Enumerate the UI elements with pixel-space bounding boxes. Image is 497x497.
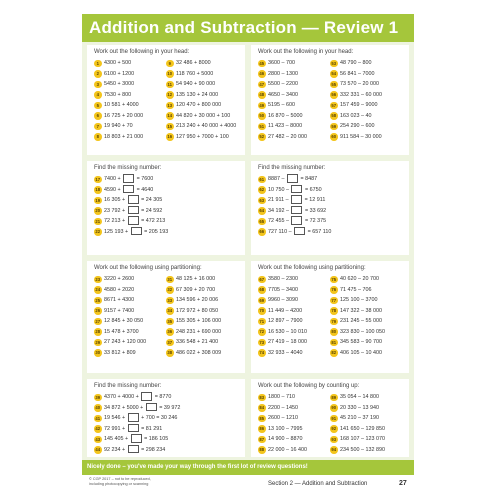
question-text: 172 972 + 80 050 (176, 307, 219, 314)
question-row (258, 90, 409, 101)
question-number: 74 (259, 350, 265, 355)
answer-box[interactable] (131, 227, 142, 236)
question-row (94, 185, 245, 196)
question-text: 163 023 – 40 (340, 112, 372, 119)
question-number: 17 (95, 176, 101, 182)
question-text: 231 245 – 55 000 (340, 318, 382, 324)
question-row (94, 274, 245, 285)
question-text: 3220 + 2600 (104, 276, 135, 282)
answer-box[interactable] (291, 216, 302, 225)
section-label: Section 2 — Addition and Subtraction (268, 481, 368, 487)
question-number: 20 (95, 208, 101, 213)
question-number: 76 (331, 287, 337, 292)
question-row (94, 327, 245, 338)
question-row (94, 195, 245, 206)
question-number: 18 (95, 187, 101, 192)
question-text: 19 546 + + 700 = 30 246 (104, 415, 178, 421)
question-number: 13 (167, 102, 173, 108)
panel-subtraction-missing (251, 161, 409, 255)
question-number: 41 (95, 415, 101, 421)
question-number: 49 (259, 102, 265, 108)
question-text: 147 322 – 38 000 (340, 307, 382, 314)
question-row (258, 306, 409, 317)
question-text: 33 812 + 809 (104, 349, 136, 356)
question-number: 79 (331, 318, 337, 324)
question-number: 72 (259, 329, 265, 334)
question-text: 5500 – 2200 (268, 81, 298, 87)
question-text: 125 100 – 3700 (340, 297, 378, 303)
question-number: 84 (259, 405, 265, 410)
question-number: 32 (167, 287, 173, 292)
answer-box[interactable] (128, 216, 139, 225)
question-row (94, 79, 245, 90)
question-row (258, 227, 409, 238)
page-title: Addition and Subtraction — Review 1 (82, 14, 414, 42)
question-row (94, 227, 245, 238)
instruction-text: Find the missing number: (94, 165, 162, 171)
question-text: 12 897 – 7900 (268, 318, 303, 324)
question-text: 4300 + 500 (104, 60, 132, 66)
question-row (94, 206, 245, 217)
question-number: 81 (331, 339, 337, 345)
question-text: 67 309 + 20 700 (176, 286, 216, 293)
question-text: 13 100 – 7995 (268, 425, 303, 432)
question-number: 90 (331, 405, 337, 410)
question-number: 82 (331, 350, 337, 355)
question-row (94, 121, 245, 132)
answer-box[interactable] (123, 185, 134, 194)
question-text: 134 596 + 20 006 (176, 297, 219, 303)
question-text: 16 305 + = 24 305 (104, 197, 163, 203)
question-text: 155 305 + 106 000 (176, 318, 222, 324)
question-text: 120 470 + 800 000 (176, 102, 222, 108)
question-row (258, 69, 409, 80)
question-text: 14 900 – 8870 (268, 436, 303, 442)
question-row (258, 274, 409, 285)
panel-addition-partitioning (87, 261, 245, 373)
panel-counting-up (251, 379, 409, 457)
panel-addition-missing (87, 161, 245, 255)
question-text: 911 584 – 30 000 (340, 133, 382, 140)
question-text: 323 830 – 100 050 (340, 328, 385, 335)
question-number: 37 (167, 339, 173, 345)
question-number: 25 (95, 297, 101, 303)
question-number: 52 (259, 134, 265, 139)
question-text: 56 841 – 7000 (340, 70, 375, 77)
question-text: 7705 – 3400 (268, 286, 298, 293)
question-row (258, 413, 409, 424)
question-text: 10 750 – = 6750 (268, 186, 322, 193)
copyright-notice: © CGP 2017 – not to be reproduced, including photocopying or scanning (89, 477, 151, 486)
question-number: 22 (95, 229, 101, 234)
question-number: 4 (94, 91, 102, 99)
question-row (258, 434, 409, 445)
question-number: 80 (331, 329, 337, 334)
question-text: 4370 + 4000 + = 8770 (104, 394, 172, 400)
question-row (258, 316, 409, 327)
question-number: 60 (331, 134, 337, 139)
question-number: 43 (95, 436, 101, 442)
question-text: 2800 – 1300 (268, 70, 298, 77)
answer-box[interactable] (146, 403, 157, 412)
question-number: 19 (95, 197, 101, 203)
question-number: 44 (95, 447, 101, 452)
question-text: 73 570 – 20 000 (340, 81, 379, 87)
question-number: 62 (259, 187, 265, 192)
question-number: 14 (167, 113, 173, 118)
question-text: 71 475 – 706 (340, 286, 372, 293)
question-number: 15 (167, 123, 173, 129)
question-text: 12 845 + 30 050 (104, 318, 144, 324)
question-text: 345 583 – 90 700 (340, 339, 382, 345)
question-number: 30 (95, 350, 101, 355)
question-text: 213 240 + 40 000 + 4000 (176, 123, 237, 129)
question-row (258, 185, 409, 196)
question-text: 141 650 – 129 850 (340, 425, 385, 432)
question-row (258, 348, 409, 359)
answer-box[interactable] (294, 227, 305, 236)
question-number: 6 (94, 112, 102, 120)
question-number: 89 (331, 394, 337, 400)
question-row (94, 69, 245, 80)
question-number: 35 (167, 318, 173, 324)
question-text: 145 405 + = 186 105 (104, 436, 169, 442)
question-row (94, 424, 245, 435)
question-text: 45 210 – 37 190 (340, 415, 379, 421)
question-number: 51 (259, 123, 265, 129)
question-text: 54 940 + 90 000 (176, 81, 216, 87)
question-text: 5450 + 3000 (104, 81, 135, 87)
question-number: 67 (259, 276, 265, 282)
question-row (258, 174, 409, 185)
question-text: 72 455 – = 72 375 (268, 218, 327, 224)
question-row (94, 132, 245, 143)
panel-subtraction-mental (251, 45, 409, 155)
question-number: 57 (331, 102, 337, 108)
question-text: 5195 – 600 (268, 102, 295, 108)
question-text: 20 330 – 13 940 (340, 404, 379, 411)
answer-box[interactable] (128, 424, 139, 433)
question-text: 40 620 – 20 700 (340, 276, 379, 282)
question-number: 87 (259, 436, 265, 442)
answer-box[interactable] (131, 434, 142, 443)
question-row (94, 337, 245, 348)
question-number: 34 (167, 308, 173, 313)
question-number: 27 (95, 318, 101, 324)
question-text: 48 790 – 800 (340, 60, 372, 66)
question-text: 18 803 + 21 000 (104, 133, 144, 140)
question-number: 31 (167, 276, 173, 282)
question-row (94, 434, 245, 445)
question-number: 45 (259, 60, 265, 66)
question-number: 78 (331, 308, 337, 313)
instruction-text: Work out the following using partitioning: (258, 265, 366, 271)
question-text: 157 459 – 9000 (340, 102, 378, 108)
question-text: 3600 – 700 (268, 60, 295, 66)
question-row (258, 58, 409, 69)
question-text: 406 105 – 10 400 (340, 349, 382, 356)
question-row (258, 132, 409, 143)
answer-box[interactable] (128, 195, 139, 204)
question-text: 4590 + = 4640 (104, 186, 154, 193)
question-number: 11 (167, 81, 172, 87)
question-text: 1800 – 710 (268, 394, 295, 400)
question-number: 9 (166, 60, 174, 68)
question-number: 36 (167, 329, 173, 334)
question-row (258, 100, 409, 111)
question-text: 8887 – = 8487 (268, 176, 318, 182)
question-text: 486 022 + 308 009 (176, 349, 222, 356)
question-number: 71 (259, 318, 265, 324)
question-text: 27 419 – 18 000 (268, 339, 307, 345)
question-number: 3 (94, 81, 102, 89)
instruction-text: Work out the following in your head: (94, 49, 190, 55)
question-text: 125 193 + = 205 193 (104, 228, 169, 235)
question-row (258, 424, 409, 435)
question-number: 91 (331, 415, 337, 421)
question-text: 92 234 + = 298 234 (104, 446, 166, 453)
question-number: 21 (95, 218, 101, 224)
question-number: 73 (259, 339, 265, 345)
question-number: 24 (95, 287, 101, 292)
question-number: 40 (95, 405, 101, 410)
question-text: 32 486 + 8000 (176, 60, 211, 66)
question-text: 11 423 – 8000 (268, 123, 303, 129)
question-text: 336 548 + 21 400 (176, 339, 219, 345)
question-text: 72 213 + = 472 213 (104, 218, 166, 224)
question-number: 8 (94, 133, 102, 141)
question-text: 34 872 + 5000 + = 39 972 (104, 404, 181, 411)
question-text: 332 331 – 60 000 (340, 91, 382, 98)
question-row (94, 174, 245, 185)
question-text: 21 911 – = 12 911 (268, 197, 326, 203)
question-number: 2 (94, 70, 102, 78)
question-number: 75 (331, 276, 337, 282)
question-number: 53 (331, 60, 337, 66)
question-text: 7400 + = 7600 (104, 176, 154, 182)
question-number: 64 (259, 208, 265, 213)
instruction-text: Find the missing number: (94, 383, 162, 389)
question-row (258, 111, 409, 122)
question-number: 69 (259, 297, 265, 303)
question-row (258, 285, 409, 296)
question-text: 3580 – 2300 (268, 276, 298, 282)
question-row (94, 216, 245, 227)
question-text: 44 820 + 30 000 + 100 (176, 112, 231, 119)
question-number: 1 (94, 60, 102, 68)
question-text: 32 933 – 4040 (268, 349, 303, 356)
question-number: 85 (259, 415, 265, 421)
question-text: 248 231 + 690 000 (176, 328, 222, 335)
question-number: 7 (94, 123, 102, 131)
question-number: 33 (167, 297, 173, 303)
question-text: 16 725 + 20 000 (104, 112, 144, 119)
question-row (94, 295, 245, 306)
question-number: 59 (331, 123, 337, 129)
question-text: 23 792 + = 24 592 (104, 207, 163, 214)
footer-message: Nicely done – you've made your way through the first lot of review questions! (82, 460, 414, 475)
question-number: 86 (259, 426, 265, 431)
question-row (94, 90, 245, 101)
question-row (258, 216, 409, 227)
question-text: 4650 – 3400 (268, 91, 298, 98)
question-row (258, 121, 409, 132)
answer-box[interactable] (128, 445, 139, 454)
question-row (94, 403, 245, 414)
instruction-text: Work out the following by counting up: (258, 383, 360, 389)
question-number: 58 (331, 113, 337, 118)
question-number: 93 (331, 436, 337, 442)
question-text: 9157 + 7400 (104, 307, 135, 314)
panel-addition-mental (87, 45, 245, 155)
instruction-text: Work out the following using partitioning: (94, 265, 202, 271)
question-text: 168 107 – 123 070 (340, 436, 385, 442)
answer-box[interactable] (128, 206, 139, 215)
question-number: 16 (167, 134, 173, 139)
instruction-text: Work out the following in your head: (258, 49, 354, 55)
question-text: 34 192 – = 33 692 (268, 207, 327, 214)
question-text: 35 054 – 14 800 (340, 394, 379, 400)
question-text: 19 940 + 70 (104, 123, 133, 129)
question-number: 94 (331, 447, 337, 452)
question-number: 12 (167, 92, 173, 97)
question-text: 4580 + 2020 (104, 286, 135, 293)
question-number: 23 (95, 276, 101, 282)
question-text: 27 482 – 20 000 (268, 133, 307, 140)
question-row (258, 195, 409, 206)
question-row (94, 392, 245, 403)
question-number: 77 (331, 297, 337, 303)
question-text: 72 991 + = 81 291 (104, 425, 163, 432)
question-number: 5 (94, 102, 102, 110)
question-text: 9960 – 3090 (268, 297, 298, 303)
question-number: 63 (259, 197, 265, 203)
question-row (94, 306, 245, 317)
question-number: 61 (259, 176, 265, 182)
question-number: 10 (167, 71, 173, 76)
question-row (258, 327, 409, 338)
question-row (94, 445, 245, 456)
question-text: 127 950 + 7000 + 100 (176, 133, 229, 140)
panel-subtraction-partitioning (251, 261, 409, 373)
question-row (258, 79, 409, 90)
question-row (94, 111, 245, 122)
question-text: 254 290 – 600 (340, 123, 375, 129)
question-text: 2200 – 1450 (268, 404, 298, 411)
question-row (258, 337, 409, 348)
answer-box[interactable] (287, 174, 298, 183)
question-number: 54 (331, 71, 337, 76)
page-number: 27 (399, 480, 407, 487)
question-number: 39 (95, 394, 101, 400)
question-row (258, 206, 409, 217)
question-text: 8671 + 4300 (104, 297, 135, 303)
panel-addition-missing-2 (87, 379, 245, 457)
question-text: 15 478 + 3700 (104, 328, 139, 335)
question-number: 48 (259, 92, 265, 97)
question-row (258, 392, 409, 403)
question-text: 22 000 – 16 400 (268, 446, 307, 453)
question-text: 16 530 – 10 010 (268, 328, 307, 335)
question-text: 6100 + 1200 (104, 70, 135, 77)
answer-box[interactable] (128, 413, 139, 422)
question-number: 92 (331, 426, 337, 431)
question-text: 48 125 + 16 000 (176, 276, 216, 282)
question-number: 50 (259, 113, 265, 118)
question-text: 11 449 – 4200 (268, 307, 303, 314)
question-number: 56 (331, 92, 337, 97)
question-number: 38 (167, 350, 173, 355)
instruction-text: Find the missing number: (258, 165, 326, 171)
question-row (94, 100, 245, 111)
question-row (258, 295, 409, 306)
question-number: 68 (259, 287, 265, 292)
question-number: 29 (95, 339, 101, 345)
answer-box[interactable] (291, 195, 302, 204)
question-number: 70 (259, 308, 265, 313)
answer-box[interactable] (291, 206, 302, 215)
question-number: 47 (259, 81, 265, 87)
question-text: 27 243 + 120 000 (104, 339, 147, 345)
question-row (94, 348, 245, 359)
question-number: 46 (259, 71, 265, 76)
question-row (258, 403, 409, 414)
question-row (94, 316, 245, 327)
question-number: 28 (95, 329, 101, 334)
answer-box[interactable] (291, 185, 302, 194)
worksheet-page (82, 42, 414, 460)
question-number: 88 (259, 447, 265, 452)
question-text: 7530 + 800 (104, 91, 132, 98)
question-text: 135 130 + 24 000 (176, 91, 219, 98)
answer-box[interactable] (123, 174, 134, 183)
question-row (94, 58, 245, 69)
question-number: 26 (95, 308, 101, 313)
question-text: 727 110 – = 657 110 (268, 228, 332, 235)
question-text: 2600 – 1210 (268, 415, 298, 421)
question-number: 65 (259, 218, 265, 224)
question-text: 234 500 – 132 890 (340, 446, 385, 453)
question-row (94, 285, 245, 296)
question-number: 83 (259, 394, 265, 400)
answer-box[interactable] (141, 392, 152, 401)
question-row (94, 413, 245, 424)
question-text: 16 870 – 5000 (268, 112, 303, 119)
question-text: 10 581 + 4000 (104, 102, 139, 108)
question-number: 55 (331, 81, 337, 87)
question-number: 66 (259, 229, 265, 234)
question-number: 42 (95, 426, 101, 431)
question-row (258, 445, 409, 456)
question-text: 118 760 + 5000 (176, 70, 214, 77)
